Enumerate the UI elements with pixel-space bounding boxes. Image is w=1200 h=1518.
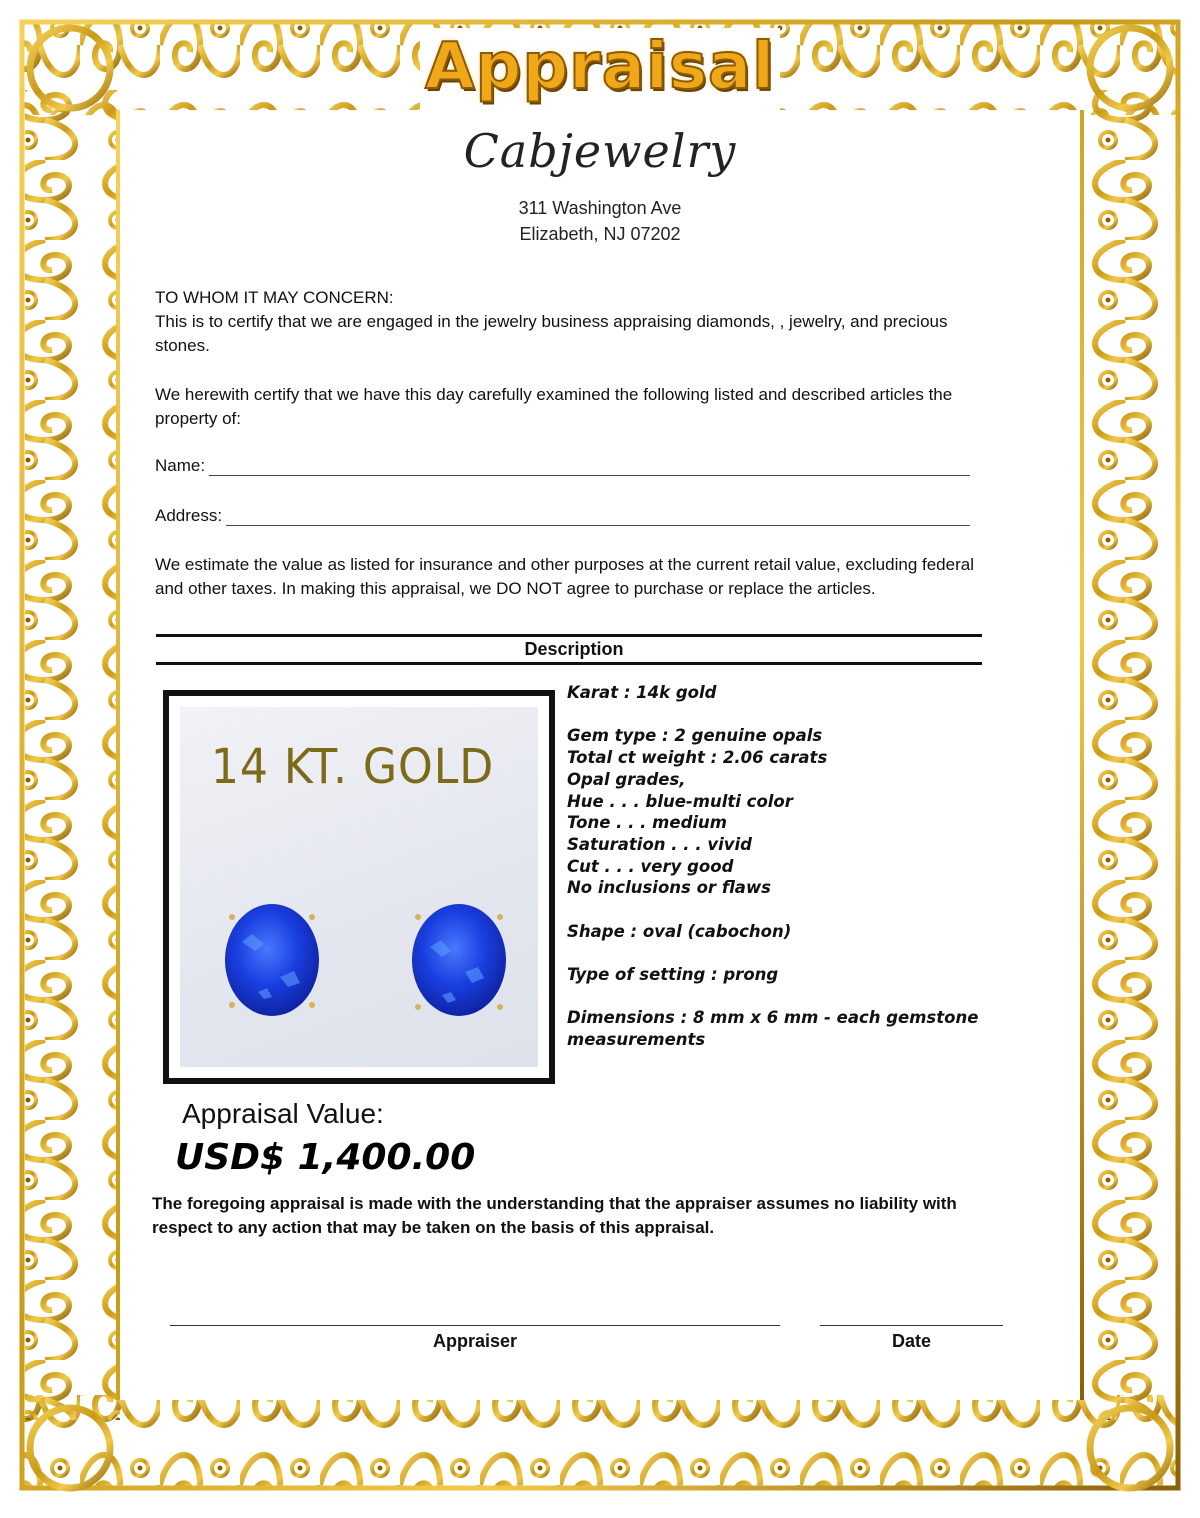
salutation: TO WHOM IT MAY CONCERN: xyxy=(155,288,394,307)
appraisal-value-label: Appraisal Value: xyxy=(182,1098,384,1129)
spec-line: measurements xyxy=(567,1030,706,1050)
spec-line: Cut . . . very good xyxy=(567,856,734,876)
date-signature-line[interactable] xyxy=(820,1325,1003,1326)
spec-line: Shape : oval (cabochon) xyxy=(567,921,792,941)
spec-line: Saturation . . . vivid xyxy=(567,834,752,854)
name-label: Name: xyxy=(155,456,206,475)
estimate-paragraph: We estimate the value as listed for insurance and other purposes at the current retail value, excluding federal and other taxes. In making this appraisal, we DO NOT agree to purchase or replace the articles. xyxy=(155,555,974,598)
description-heading: Description xyxy=(524,639,624,659)
company-address-line1: 311 Washington Ave xyxy=(518,198,682,218)
certify-paragraph: This is to certify that we are engaged in the jewelry business appraising diamonds, , jewelry, and precious stones. xyxy=(155,312,948,355)
spec-line: Karat : 14k gold xyxy=(567,683,717,702)
appraisal-value: USD$ 1,400.00 xyxy=(175,1137,476,1178)
spec-line: Tone . . . medium xyxy=(567,813,727,833)
spec-line: Hue . . . blue-multi color xyxy=(567,791,793,811)
address-field[interactable] xyxy=(155,506,970,526)
name-field[interactable] xyxy=(155,456,970,476)
description-rule-top xyxy=(156,634,982,637)
spec-line: Type of setting : prong xyxy=(567,965,779,985)
spec-line: Gem type : 2 genuine opals xyxy=(567,726,823,746)
spec-line xyxy=(567,704,1037,726)
company-address-line2: Elizabeth, NJ 07202 xyxy=(519,224,681,244)
right-earring xyxy=(412,904,506,1016)
gemstone-specs xyxy=(567,682,1037,1051)
left-earring xyxy=(225,904,319,1016)
examined-paragraph: We herewith certify that we have this day carefully examined the following listed and described articles the property of: xyxy=(155,385,953,428)
product-photo-frame xyxy=(163,690,555,1084)
spec-line: Total ct weight : 2.06 carats xyxy=(567,748,828,768)
product-photo xyxy=(180,707,538,1067)
appraiser-signature-line[interactable] xyxy=(170,1325,780,1326)
spec-line xyxy=(567,899,1037,921)
spec-line xyxy=(567,986,1037,1008)
appraiser-label: Appraiser xyxy=(432,1331,518,1351)
address-label: Address: xyxy=(155,506,223,525)
date-label: Date xyxy=(891,1331,931,1351)
name-line[interactable] xyxy=(209,459,970,476)
photo-card-text: 14 KT. GOLD xyxy=(210,739,495,795)
spec-line: No inclusions or flaws xyxy=(567,878,772,898)
address-line[interactable] xyxy=(226,509,970,526)
spec-line: Dimensions : 8 mm x 6 mm - each gemstone xyxy=(567,1008,979,1028)
company-name: Cabjewelry xyxy=(463,124,737,178)
spec-line xyxy=(567,942,1037,964)
opal-earrings-image xyxy=(180,707,538,1067)
liability-disclaimer: The foregoing appraisal is made with the understanding that the appraiser assumes no liability with respect to any action that may be taken on the basis of this appraisal. xyxy=(152,1194,957,1237)
spec-line: Opal grades, xyxy=(567,769,686,789)
description-rule-bottom xyxy=(156,662,982,665)
document-title: Appraisal xyxy=(424,30,776,104)
